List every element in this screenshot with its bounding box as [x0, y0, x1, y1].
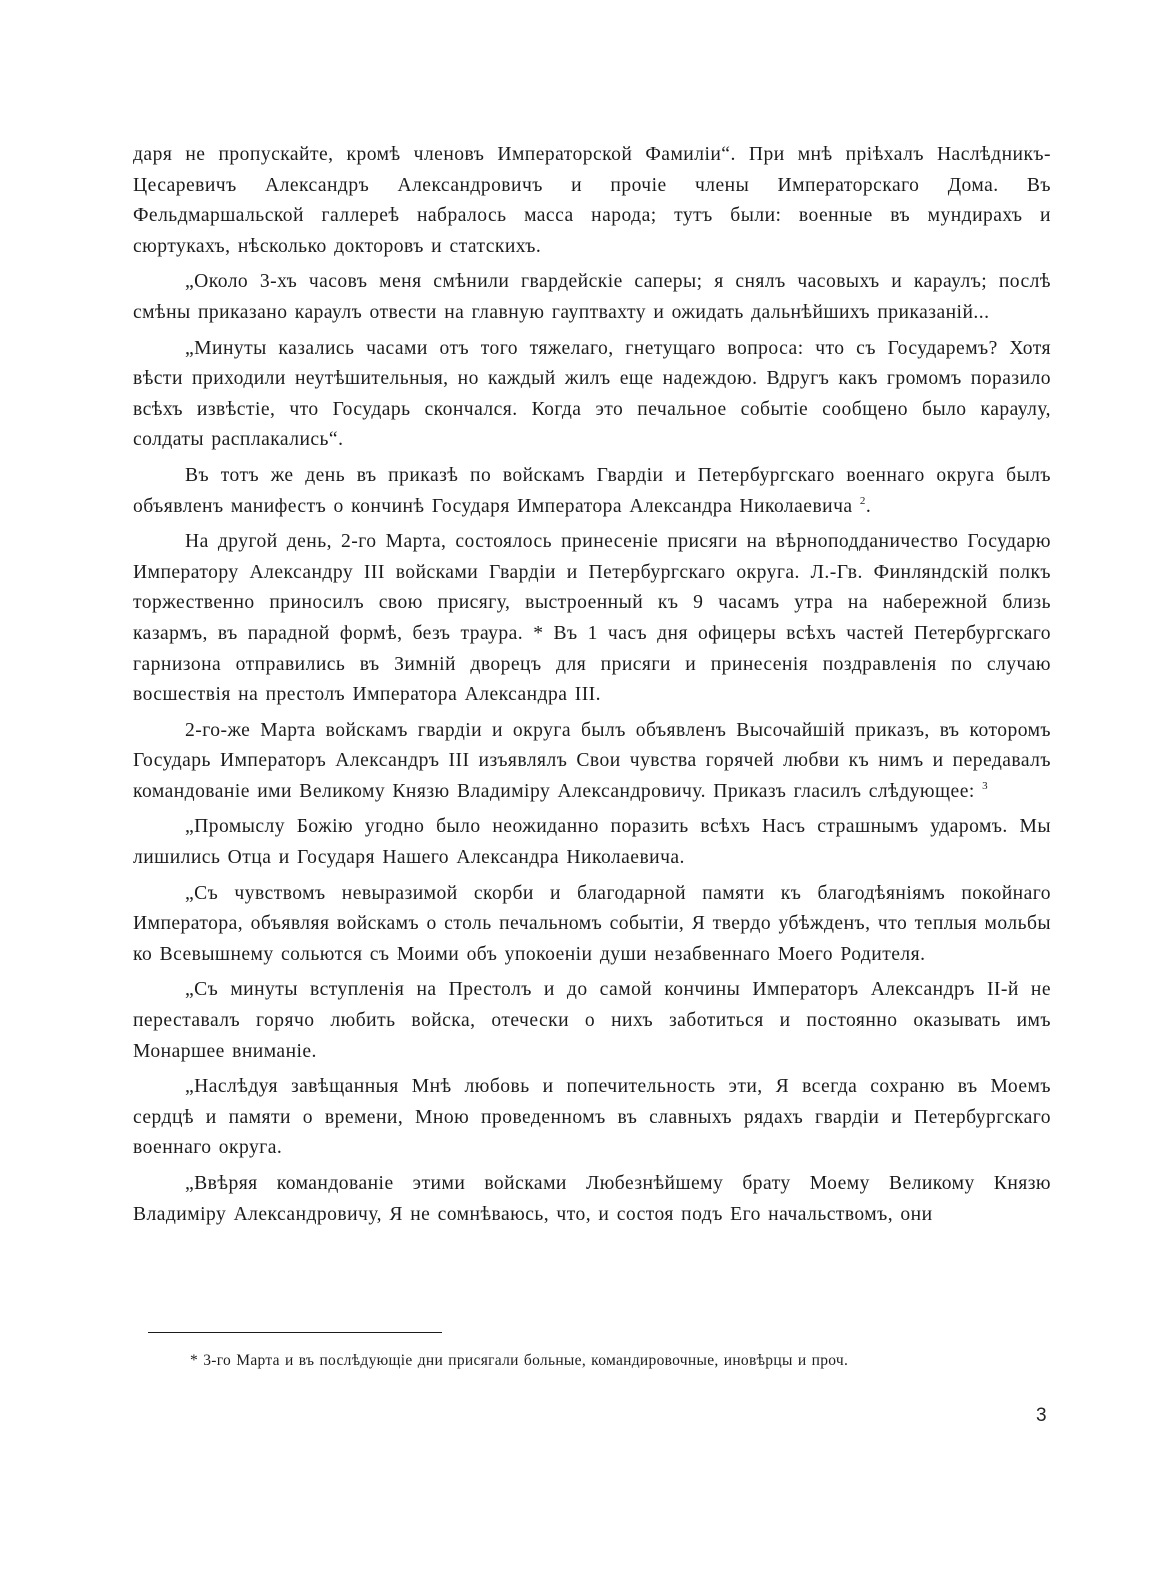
footnote-separator [148, 1332, 442, 1333]
paragraph-9: „Съ минуты вступленія на Престолъ и до самой кончины Императоръ Александръ II-й не переставалъ горячо любить войска, отечески о нихъ заботиться и постоянно оказывать имъ Монаршее вниманіе. [133, 979, 1051, 1062]
paragraph-4 [133, 461, 1051, 522]
paragraph-6-text: 2-го-же Марта войскамъ гвардіи и округа былъ объявленъ Высочайшій приказъ, въ которомъ Государь Императоръ Александръ III изъявлялъ Свои чувства горячей любви къ нимъ и передавалъ командованіе ими Великому Князю Владиміру Александровичу. Приказъ гласилъ слѣдующее: [133, 719, 1051, 802]
paragraph-4-tail: . [865, 495, 872, 517]
footnote-ref-3: 3 [982, 779, 989, 792]
paragraph-3: „Минуты казались часами отъ того тяжелаго, гнетущаго вопроса: что съ Государемъ? Хотя вѣсти приходили неутѣшительныя, но каждый жилъ еще надеждою. Вдругъ какъ громомъ поразило всѣхъ извѣстіе, что Государь скончался. Когда это печальное событіе сообщено было караулу, солдаты расплакались“. [133, 337, 1051, 451]
paragraph-10: „Наслѣдуя завѣщанныя Мнѣ любовь и попечительность эти, Я всегда сохраню въ Моемъ сердцѣ и памяти о времени, Мною проведенномъ въ славныхъ рядахъ гвардіи и Петербургскаго военнаго округа. [133, 1076, 1051, 1159]
paragraph-8: „Съ чувствомъ невыразимой скорби и благодарной памяти къ благодѣяніямъ покойнаго Императора, объявляя войскамъ о столь печальномъ событіи, Я твердо убѣжденъ, что теплыя мольбы ко Всевышнему сольются съ Моими объ упокоеніи души незабвеннаго Моего Родителя. [133, 882, 1051, 965]
paragraph-2: „Около 3-хъ часовъ меня смѣнили гвардейскіе саперы; я снялъ часовыхъ и караулъ; послѣ смѣны приказано караулъ отвести на главную гауптвахту и ожидать дальнѣйшихъ приказаній... [133, 271, 1051, 323]
footnote-ref-2: 2 [859, 494, 866, 507]
footnote: * 3-го Марта и въ послѣдующіе дни присягали больные, командировочные, иновѣрцы и проч. [190, 1352, 849, 1369]
paragraph-4-text: Въ тотъ же день въ приказѣ по войскамъ Гвардіи и Петербургскаго военнаго округа былъ объявленъ манифестъ о кончинѣ Государя Императора Александра Николаевича [133, 464, 1051, 517]
document-body [133, 140, 1051, 1235]
paragraph-1: даря не пропускайте, кромѣ членовъ Императорской Фамиліи“. При мнѣ пріѣхалъ Наслѣдникъ-Цесаревичъ Александръ Александровичъ и прочіе члены Императорскаго Дома. Въ Фельдмаршальской галлереѣ набралось масса народа; тутъ были: военные въ мундирахъ и сюртукахъ, нѣсколько докторовъ и статскихъ. [133, 144, 1051, 257]
paragraph-11: „Ввѣряя командованіе этими войсками Любезнѣйшему брату Моему Великому Князю Владиміру Александровичу, Я не сомнѣваюсь, что, и состоя подъ Его начальствомъ, они [133, 1173, 1051, 1225]
paragraph-5: На другой день, 2-го Марта, состоялось принесеніе присяги на вѣрноподданичество Государю Императору Александру III войсками Гвардіи и Петербургскаго округа. Л.-Гв. Финляндскій полкъ торжественно приносилъ свою присягу, выстроенный къ 9 часамъ утра на набережной близь казармъ, въ парадной формѣ, безъ траура. * Въ 1 часъ дня офицеры всѣхъ частей Петербургскаго гарнизона отправились въ Зимній дворецъ для присяги и принесенія поздравленія по случаю восшествія на престолъ Императора Александра III. [133, 531, 1051, 706]
paragraph-7: „Промыслу Божію угодно было неожиданно поразить всѣхъ Насъ страшнымъ ударомъ. Мы лишились Отца и Государя Нашего Александра Николаевича. [133, 816, 1051, 869]
page-number: 3 [1036, 1405, 1047, 1426]
paragraph-6 [133, 716, 1051, 808]
